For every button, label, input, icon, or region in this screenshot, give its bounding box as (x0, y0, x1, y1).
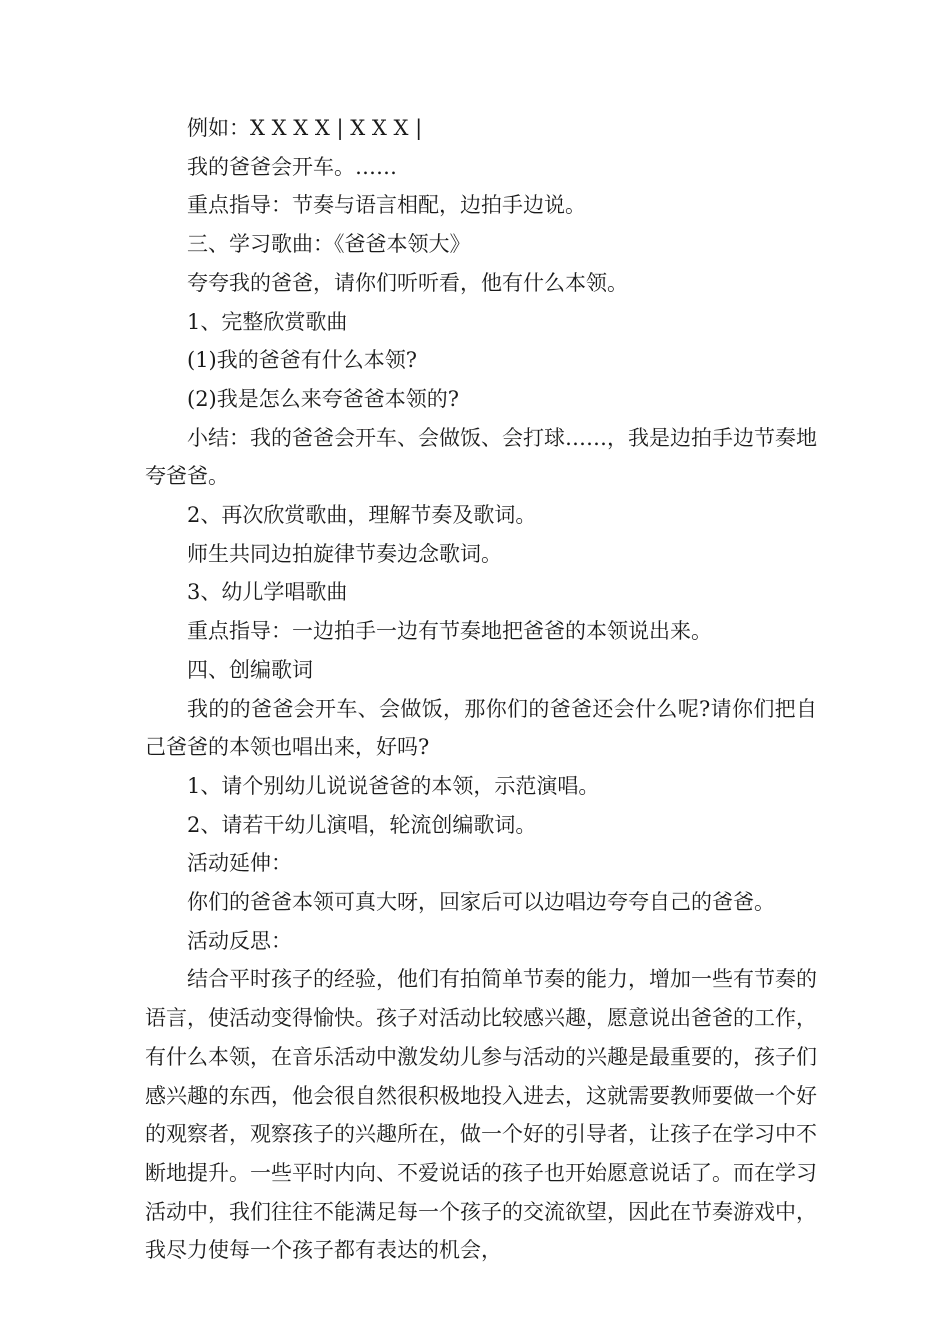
list-item-several: 2、请若干幼儿演唱，轮流创编歌词。 (187, 812, 537, 837)
paragraph-reflection: 结合平时孩子的经验，他们有拍简单节奏的能力，增加一些有节奏的语言，使活动变得愉快。孩子对活动比较感兴趣，愿意说出爸爸的工作，有什么本领，在音乐活动中激发幼儿参与活动的兴趣是最重要的，孩子们感兴趣的东西，他会很自然很积极地投入进去，这就需要教师要做一个好的观察者，观察孩子的兴趣所在，做一个好的引导者，让孩子在学习中不断地提升。一些平时内向、不爱说话的孩子也开始愿意说话了。而在学习活动中，我们往往不能满足每一个孩子的交流欲望，因此在节奏游戏中，我尽力使每一个孩子都有表达的机会， (145, 967, 817, 1263)
paragraph-create-lyrics: 我的的爸爸会开车、会做饭，那你们的爸爸还会什么呢?请你们把自己爸爸的本领也唱出来，好吗? (145, 696, 817, 760)
list-item-individual: 1、请个别幼儿说说爸爸的本领，示范演唱。 (187, 773, 600, 798)
question-1: (1)我的爸爸有什么本领? (187, 348, 418, 373)
list-item-children-sing: 3、幼儿学唱歌曲 (187, 580, 348, 605)
section-heading-learn-song: 三、学习歌曲：《爸爸本领大》 (187, 232, 471, 257)
paragraph-key-guidance-2: 重点指导：一边拍手一边有节奏地把爸爸的本领说出来。 (187, 619, 712, 644)
paragraph-teacher-students: 师生共同边拍旋律节奏边念歌词。 (187, 541, 502, 566)
paragraph-rhythm-example: 例如：X X X X | X X X | (187, 116, 423, 140)
paragraph-extension: 你们的爸爸本领可真大呀，回家后可以边唱边夸夸自己的爸爸。 (187, 890, 775, 915)
paragraph-example-sentence: 我的爸爸会开车。…… (187, 154, 397, 179)
question-2: (2)我是怎么来夸爸爸本领的? (187, 386, 460, 411)
list-item-appreciate-song: 1、完整欣赏歌曲 (187, 309, 348, 334)
document-body (145, 109, 817, 1270)
section-heading-create-lyrics: 四、创编歌词 (187, 657, 313, 682)
paragraph-summary: 小结：我的爸爸会开车、会做饭、会打球……，我是边拍手边节奏地夸爸爸。 (145, 425, 817, 489)
paragraph-key-guidance-1: 重点指导：节奏与语言相配，边拍手边说。 (187, 193, 586, 218)
section-heading-extension: 活动延伸： (187, 851, 292, 876)
list-item-appreciate-again: 2、再次欣赏歌曲，理解节奏及歌词。 (187, 503, 537, 528)
section-heading-reflection: 活动反思： (187, 928, 292, 953)
paragraph-praise-dad: 夸夸我的爸爸，请你们听听看，他有什么本领。 (187, 270, 628, 295)
